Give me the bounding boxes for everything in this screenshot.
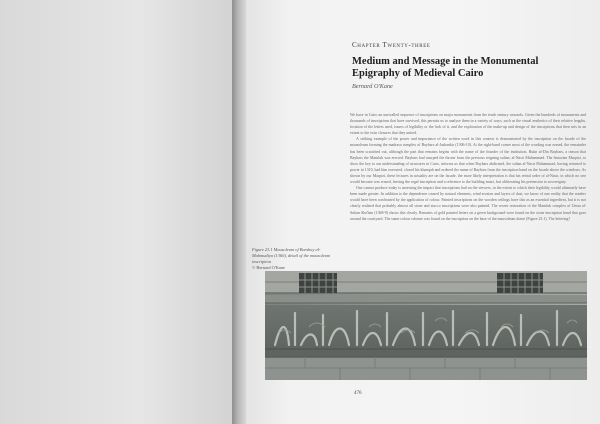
figure-photo [265, 271, 587, 380]
body-paragraph: A striking example of the power and importance of the written word in this context is demonstrated by the inscription on the facade of the mausoleum forming the madrasa complex of Baybars al-Jashankir (1306-10). At the right-hand corner most of the wording was erased, the remainder has been scratched out, although the part that remains begins with the name of the founder of the institution, Rukn al-Din Baybars, a reason that Baybars the Mamluk was erected. Baybars had usurped the throne from the previous reigning sultan, al-Nasir Muhammad. The historian Maqrizi, to show the key to our understanding of structures in Cairo, informs us that when Baybars abdicated, the sultan al-Nasir Muhammad, having returned to power in 1310, had him executed, closed his khanqah and ordered the name of Baybars from the inscription band on the facade above the windows. As shown by our Maqrizi, these lectures in actuality are on the facade, the more likely interpretation is that his retrial order of al-Nasir, in which no one would become was erased, leaving the regal inscription and a reference to the building intact, but obliterating his pretension to sovereignty. [350, 137, 586, 185]
body-paragraph: One cannot produce today is assessing the impact that inscriptions had on the viewers, in the extent to which their legibility would ultimately have been made greater. In addition to the dependence caused by natural elements, wind erosion and layers of dust, we know of one reality that the readers would have been confronted by the application of colour. Painted inscriptions on the wooden ceilings have this as an essential ingredient, but it is not clearly realised that probably almost all stone and stucco inscriptions were also painted. The recent restoration of the Mamluk complex of Umm al-Sultan Sha'ban (1368-9) shows this clearly. Remains of gold painted letters on a green background were found on the stone inscription band that goes around the courtyard. The same colour scheme was found on the inscription on the base of the mausoleum dome (Figure 23.1). The lettering? [350, 186, 586, 221]
figure-caption [252, 247, 336, 271]
inscription-photo-image [265, 271, 587, 380]
body-text [350, 112, 586, 297]
page-number: 476 [354, 391, 362, 396]
figure-caption-text: Figure 23.1 Mausoleum of Barsbay al-Mahmudiya (1360), detail of the mausoleum inscription [252, 247, 331, 264]
chapter-author: Bernard O'Kane [352, 83, 393, 90]
book-gutter [232, 0, 246, 424]
left-page [0, 0, 232, 424]
figure-credit: © Bernard O'Kane [252, 265, 285, 270]
chapter-label: Chapter Twenty-three [352, 41, 431, 49]
chapter-title: Medium and Message in the Monumental Epigraphy of Medieval Cairo [352, 56, 539, 79]
body-paragraph: We have in Cairo an unrivalled sequence of inscriptions on major monuments from the tenth century onwards. Given the hundreds of monuments and thousands of inscriptions that have survived, this permits us to analyse them in a variety of ways, such as the visual aesthetics of their relative lengths, location of the letters used, issues of legibility or the lack of it, and the exploration of the make-up and design of the inscriptions that then sets in an extent to the twin closures that they united. [350, 113, 586, 136]
